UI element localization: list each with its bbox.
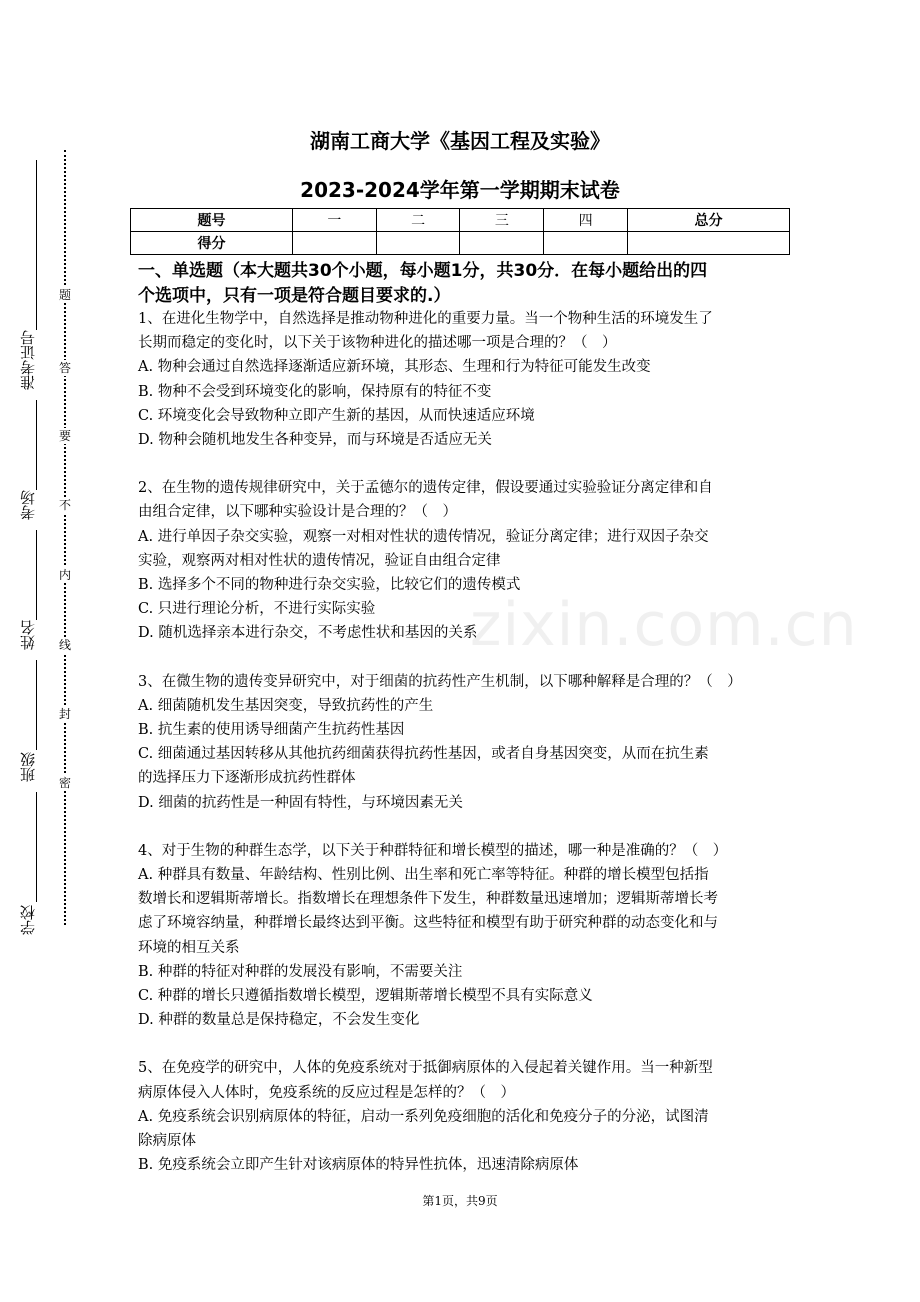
field-line: [36, 160, 37, 330]
section-heading: [138, 259, 788, 309]
question-option: A. 物种会通过自然选择逐渐适应新环境，其形态、生理和行为特征可能发生改变: [138, 359, 651, 376]
seal-char: 内: [58, 568, 71, 582]
field-line: [36, 530, 37, 620]
question-option: C. 只进行理论分析，不进行实际实验: [138, 601, 376, 618]
score-cell: 一: [292, 209, 376, 232]
score-input-cell: [628, 232, 790, 255]
field-name: 姓名: [19, 620, 37, 650]
question-stem: 病原体侵入人体时，免疫系统的反应过程是怎样的？（ ）: [138, 1084, 515, 1101]
score-cell: 三: [460, 209, 544, 232]
question-option: C. 环境变化会导致物种立即产生新的基因，从而快速适应环境: [138, 407, 535, 424]
page-footer: 第1页，共9页: [422, 1194, 498, 1208]
watermark: zixin.com.cn: [470, 590, 858, 660]
score-cell: 题号: [131, 209, 293, 232]
seal-char: 不: [58, 498, 71, 512]
score-cell: 总分: [628, 209, 790, 232]
seal-char: 线: [58, 638, 71, 652]
score-input-cell: [292, 232, 376, 255]
question-option: B. 物种不会受到环境变化的影响，保持原有的特征不变: [138, 383, 492, 400]
field-line: [36, 792, 37, 902]
question-option: 的选择压力下逐渐形成抗药性群体: [138, 770, 356, 787]
question-option: D. 随机选择亲本进行杂交，不考虑性状和基因的关系: [138, 625, 478, 642]
question-option: B. 选择多个不同的物种进行杂交实验，比较它们的遗传模式: [138, 577, 521, 594]
question-option: B. 抗生素的使用诱导细菌产生抗药性基因: [138, 722, 405, 739]
question-option: A. 进行单因子杂交实验，观察一对相对性状的遗传情况，验证分离定律；进行双因子杂交: [138, 528, 709, 545]
question-1: [138, 307, 790, 452]
question-option: B. 种群的特征对种群的发展没有影响，不需要关注: [138, 963, 463, 980]
question-option: D. 物种会随机地发生各种变异，而与环境是否适应无关: [138, 432, 492, 449]
field-admission-number: 准考证号: [19, 330, 37, 390]
field-line: [36, 660, 37, 750]
question-option: 虑了环境容纳量，种群增长最终达到平衡。这些特征和模型有助于研究种群的动态变化和与: [138, 915, 718, 932]
question-4: [138, 839, 790, 1033]
question-option: C. 种群的增长只遵循指数增长模型，逻辑斯蒂增长模型不具有实际意义: [138, 988, 593, 1005]
score-input-cell: [376, 232, 460, 255]
questions: [138, 307, 790, 1202]
question-option: D. 细菌的抗药性是一种固有特性，与环境因素无关: [138, 794, 463, 811]
field-line: [36, 400, 37, 490]
question-5: [138, 1056, 790, 1177]
exam-subtitle: 2023-2024学年第一学期期末试卷: [300, 178, 620, 202]
question-stem: 3、在微生物的遗传变异研究中，对于细菌的抗药性产生机制，以下哪种解释是合理的？（ ）: [138, 673, 742, 690]
binding-margin: [0, 0, 100, 1302]
exam-title: 湖南工商大学《基因工程及实验》: [310, 129, 610, 153]
question-stem: 1、在进化生物学中，自然选择是推动物种进化的重要力量。当一个物种生活的环境发生了: [138, 311, 713, 327]
question-option: A. 细菌随机发生基因突变，导致抗药性的产生: [138, 697, 434, 714]
question-stem: 5、在免疫学的研究中，人体的免疫系统对于抵御病原体的入侵起着关键作用。当一种新型: [138, 1060, 713, 1077]
score-input-cell: [460, 232, 544, 255]
question-stem: 长期而稳定的变化时，以下关于该物种进化的描述哪一项是合理的？（ ）: [138, 335, 617, 352]
question-option: A. 种群具有数量、年龄结构、性别比例、出生率和死亡率等特征。种群的增长模型包括指: [138, 867, 709, 884]
question-stem: 2、在生物的遗传规律研究中，关于孟德尔的遗传定律，假设要通过实验验证分离定律和自: [138, 480, 713, 497]
score-cell: 四: [544, 209, 628, 232]
seal-char: 题: [58, 288, 71, 302]
seal-char: 密: [58, 776, 71, 790]
section-heading-line: 个选项中，只有一项是符合题目要求的.）: [138, 286, 451, 306]
question-option: 数增长和逻辑斯蒂增长。指数增长在理想条件下发生，种群数量迅速增加；逻辑斯蒂增长考: [138, 891, 718, 908]
seal-char: 封: [58, 707, 71, 721]
score-cell: 得分: [131, 232, 293, 255]
score-value-row: [131, 232, 790, 255]
question-2: [138, 476, 790, 645]
seal-char: 要: [58, 429, 71, 443]
question-option: 除病原体: [138, 1133, 196, 1150]
question-3: [138, 670, 790, 815]
score-table: [130, 208, 790, 255]
question-option: 实验，观察两对相对性状的遗传情况，验证自由组合定律: [138, 552, 501, 569]
question-option: D. 种群的数量总是保持稳定，不会发生变化: [138, 1012, 420, 1029]
field-school: 学校: [19, 905, 37, 935]
section-heading-line: 一、单选题（本大题共30个小题，每小题1分，共30分．在每小题给出的四: [138, 261, 708, 281]
question-option: C. 细菌通过基因转移从其他抗药细菌获得抗药性基因，或者自身基因突变，从而在抗生素: [138, 746, 709, 763]
question-option: A. 免疫系统会识别病原体的特征，启动一系列免疫细胞的活化和免疫分子的分泌，试图清: [138, 1108, 709, 1125]
field-exam-room: 考场: [19, 490, 37, 520]
question-option: B. 免疫系统会立即产生针对该病原体的特异性抗体，迅速清除病原体: [138, 1157, 579, 1174]
seal-char: 答: [58, 361, 71, 375]
question-stem: 由组合定律，以下哪种实验设计是合理的？（ ）: [138, 504, 457, 521]
question-stem: 4、对于生物的种群生态学，以下关于种群特征和增长模型的描述，哪一种是准确的？（ ）: [138, 842, 728, 859]
score-header-row: [131, 209, 790, 232]
field-class: 班级: [19, 752, 37, 782]
score-cell: 二: [376, 209, 460, 232]
score-input-cell: [544, 232, 628, 255]
seal-line: [64, 150, 66, 925]
question-option: 环境的相互关系: [138, 939, 240, 956]
